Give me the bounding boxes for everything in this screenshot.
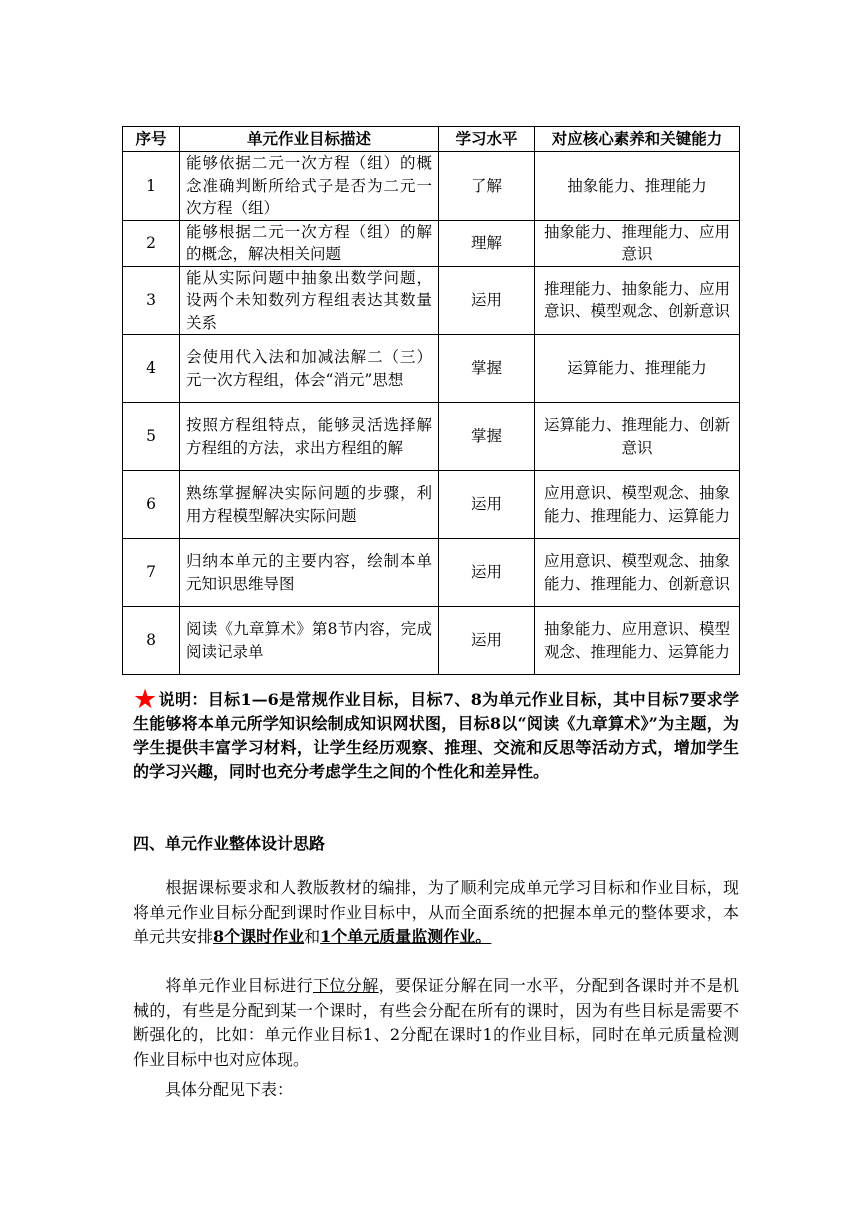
- p3-text: 具体分配见下表：: [165, 1080, 294, 1099]
- row-level: 运用: [439, 266, 535, 335]
- p1-bold-monitor: 1个单元质量监测作业。: [320, 927, 492, 946]
- row-level: 了解: [439, 152, 535, 221]
- header-ability: 对应核心素养和关键能力: [535, 127, 740, 152]
- row-desc: 归纳本单元的主要内容，绘制本单元知识思维导图: [180, 539, 439, 607]
- row-desc: 熟练掌握解决实际问题的步骤，利用方程模型解决实际问题: [180, 471, 439, 539]
- row-desc: 能从实际问题中抽象出数学问题，设两个未知数列方程组表达其数量关系: [180, 266, 439, 335]
- row-level: 运用: [439, 471, 535, 539]
- note-text: 说明：目标1—6是常规作业目标，目标7、8为单元作业目标，其中目标7要求学生能够将本单元所学知识绘制成知识网状图，目标8以“阅读《九章算术》”为主题，为学生提供丰富学习材料，让学生经历观察、推理、交流和反思等活动方式，增加学生的学习兴趣，同时也充分考虑学生之间的个性化和差异性。: [133, 690, 739, 781]
- row-no: 2: [123, 220, 180, 266]
- row-no: 8: [123, 607, 180, 675]
- table-header-row: [123, 127, 740, 152]
- row-desc: 能够依据二元一次方程（组）的概念准确判断所给式子是否为二元一次方程（组）: [180, 152, 439, 221]
- table-row: [123, 152, 740, 221]
- row-ability: 应用意识、模型观念、抽象能力、推理能力、创新意识: [535, 539, 740, 607]
- table-row: [123, 220, 740, 266]
- table-row: [123, 403, 740, 471]
- row-level: 运用: [439, 607, 535, 675]
- header-desc: 单元作业目标描述: [180, 127, 439, 152]
- paragraph-1: [133, 876, 739, 950]
- row-ability: 应用意识、模型观念、抽象能力、推理能力、运算能力: [535, 471, 740, 539]
- row-ability: 运算能力、推理能力、创新意识: [535, 403, 740, 471]
- table-row: [123, 539, 740, 607]
- header-level: 学习水平: [439, 127, 535, 152]
- row-ability: 抽象能力、应用意识、模型观念、推理能力、运算能力: [535, 607, 740, 675]
- row-no: 4: [123, 335, 180, 403]
- row-no: 5: [123, 403, 180, 471]
- unit-goals-table: [122, 126, 740, 675]
- row-desc: 会使用代入法和加减法解二（三）元一次方程组，体会“消元”思想: [180, 335, 439, 403]
- star-icon: ★: [133, 684, 158, 715]
- table-row: [123, 471, 740, 539]
- paragraph-3: [133, 1078, 739, 1103]
- row-no: 3: [123, 266, 180, 335]
- row-no: 7: [123, 539, 180, 607]
- header-no: 序号: [123, 127, 180, 152]
- paragraph-2: [133, 974, 739, 1072]
- row-ability: 抽象能力、推理能力: [535, 152, 740, 221]
- section-heading: 四、单元作业整体设计思路: [133, 834, 326, 853]
- row-level: 掌握: [439, 403, 535, 471]
- row-desc: 阅读《九章算术》第8节内容，完成阅读记录单: [180, 607, 439, 675]
- explanation-note: [133, 684, 739, 784]
- row-desc: 按照方程组特点，能够灵活选择解方程组的方法，求出方程组的解: [180, 403, 439, 471]
- row-no: 1: [123, 152, 180, 221]
- row-ability: 抽象能力、推理能力、应用意识: [535, 220, 740, 266]
- p2-underlined: 下位分解: [313, 976, 379, 995]
- row-level: 理解: [439, 220, 535, 266]
- row-no: 6: [123, 471, 180, 539]
- row-ability: 运算能力、推理能力: [535, 335, 740, 403]
- table-row: [123, 607, 740, 675]
- row-desc: 能够根据二元一次方程（组）的解的概念，解决相关问题: [180, 220, 439, 266]
- p2-text-after: ，要保证分解在同一水平，分配到各课时并不是机械的，有些是分配到某一个课时，有些会分配在所有的课时，因为有些目标是需要不断强化的，比如：单元作业目标1、2分配在课时1的作业目标，同时在单元质量检测作业目标中也对应体现。: [133, 976, 739, 1069]
- row-level: 运用: [439, 539, 535, 607]
- table-row: [123, 335, 740, 403]
- row-level: 掌握: [439, 335, 535, 403]
- table-row: [123, 266, 740, 335]
- p2-text-before: 将单元作业目标进行: [165, 976, 313, 995]
- p1-text: 根据课标要求和人教版教材的编排，为了顺利完成单元学习目标和作业目标，现将单元作业目标分配到课时作业目标中，从而全面系统的把握本单元的整体要求，本单元共安排: [133, 878, 739, 946]
- row-ability: 推理能力、抽象能力、应用意识、模型观念、创新意识: [535, 266, 740, 335]
- p1-mid: 和: [304, 927, 321, 946]
- p1-bold-lessons: 8个课时作业: [213, 927, 305, 946]
